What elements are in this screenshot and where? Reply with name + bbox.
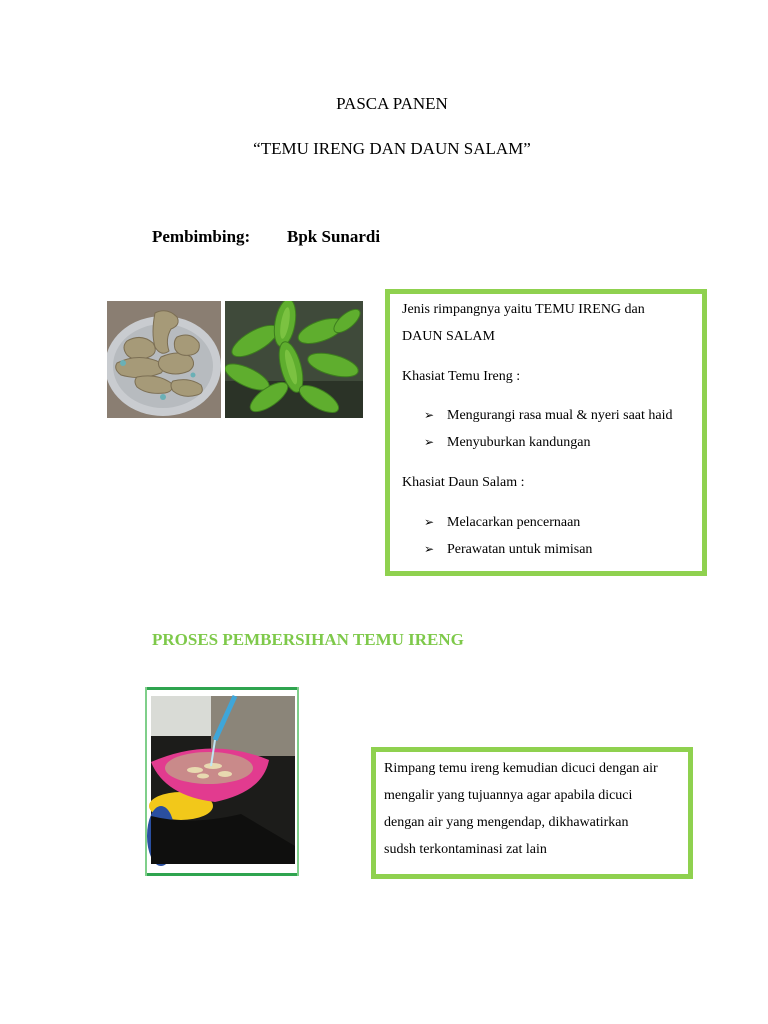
bullet-icon: ➢ [424,542,435,556]
description-line: dengan air yang mengendap, dikhawatirkan [384,815,629,830]
benefit-item: Melacarkan pencernaan [447,515,581,530]
supervisor-label: Pembimbing: [152,227,251,246]
supervisor-name: Bpk Sunardi [287,227,381,246]
description-box [371,747,693,879]
benefit-item: Perawatan untuk mimisan [447,542,593,557]
rhizome-photo [107,301,221,418]
benefit-item: Menyuburkan kandungan [447,435,591,450]
description-line: sudsh terkontaminasi zat lain [384,842,547,857]
benefit-item: Mengurangi rasa mual & nyeri saat haid [447,408,673,423]
bullet-icon: ➢ [424,408,435,422]
intro-line-1: Jenis rimpangnya yaitu TEMU IRENG dan [402,302,645,317]
info-box [385,289,707,576]
bullet-icon: ➢ [424,435,435,449]
leaf-photo [225,301,363,418]
page-title: PASCA PANEN [336,94,448,113]
daun-salam-heading: Khasiat Daun Salam : [402,475,525,490]
description-line: mengalir yang tujuannya agar apabila dicuci [384,788,633,803]
section-heading: PROSES PEMBERSIHAN TEMU IRENG [152,630,464,649]
bullet-icon: ➢ [424,515,435,529]
page-subtitle: “TEMU IRENG DAN DAUN SALAM” [253,139,531,158]
description-line: Rimpang temu ireng kemudian dicuci dengan air [384,761,658,776]
intro-line-2: DAUN SALAM [402,329,495,344]
temu-ireng-heading: Khasiat Temu Ireng : [402,369,521,384]
washing-photo [145,687,299,876]
